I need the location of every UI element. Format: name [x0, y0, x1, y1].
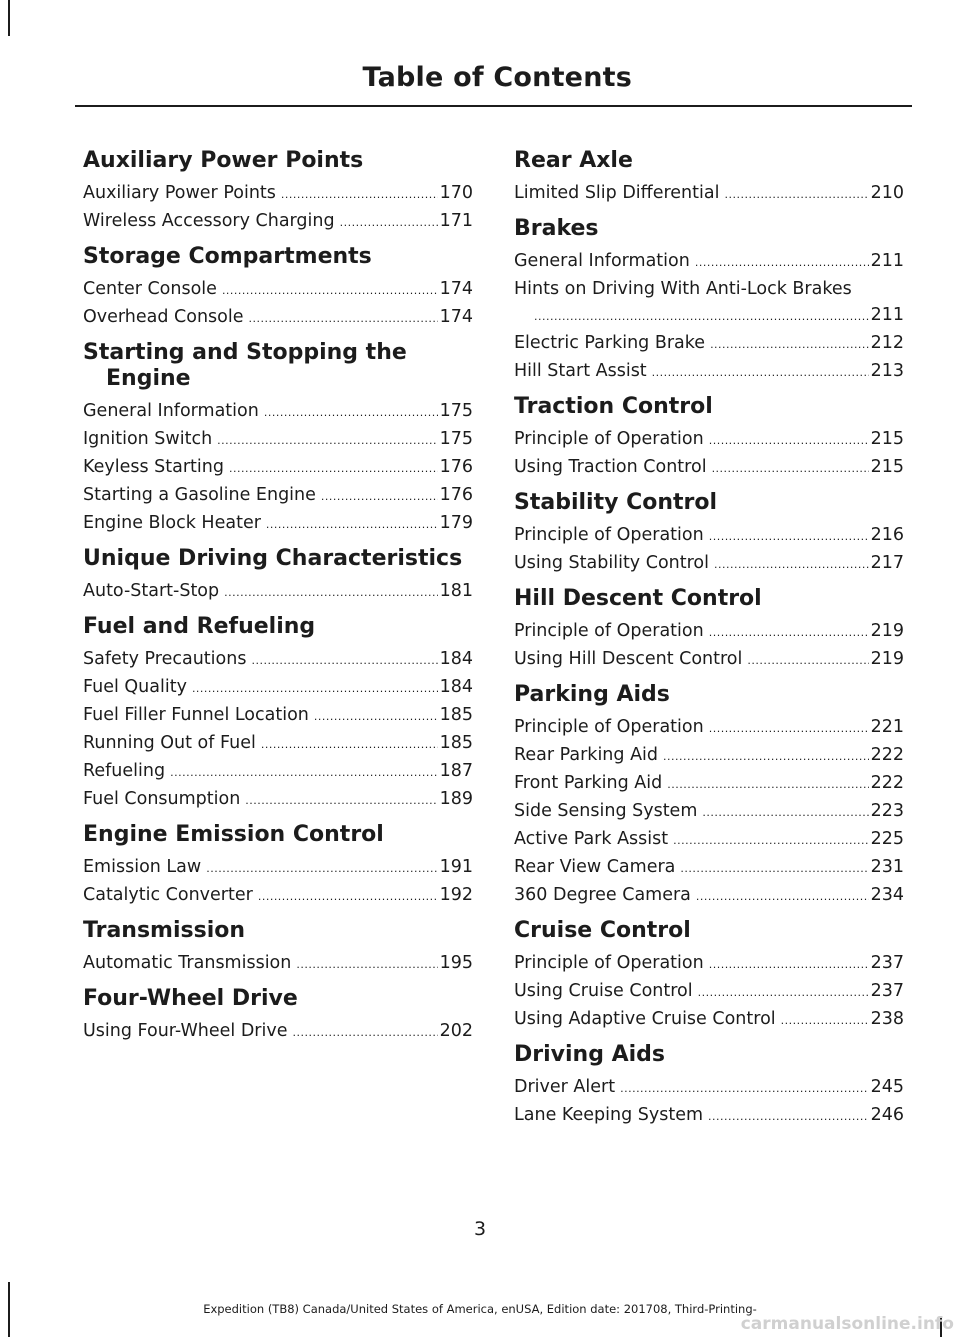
dot-leader	[663, 744, 869, 770]
toc-entry[interactable]	[514, 826, 904, 854]
dot-leader	[714, 552, 869, 578]
toc-entry[interactable]	[83, 276, 473, 304]
header-rule	[75, 105, 912, 107]
entry-page: 219	[870, 649, 904, 669]
entry-page: 222	[870, 773, 904, 793]
entry-page: 192	[439, 885, 473, 905]
entry-title: Lane Keeping System	[514, 1105, 704, 1125]
page-number: 3	[473, 1218, 487, 1240]
entry-page: 187	[439, 761, 473, 781]
entry-page: 246	[870, 1105, 904, 1125]
entry-title: 360 Degree Camera	[514, 885, 691, 905]
entry-title: Principle of Operation	[514, 953, 704, 973]
dot-leader	[224, 580, 437, 606]
entry-title: Hill Start Assist	[514, 361, 647, 381]
toc-entry[interactable]	[83, 674, 473, 702]
dot-leader	[266, 512, 438, 538]
section-title: Four-Wheel Drive	[83, 986, 298, 1011]
entry-page: 184	[439, 677, 473, 697]
dot-leader	[652, 360, 869, 386]
toc-entry[interactable]	[514, 950, 904, 978]
entry-title: Principle of Operation	[514, 525, 704, 545]
toc-section	[514, 918, 904, 1034]
watermark-logo: carmanualsonline.info	[740, 1314, 954, 1334]
dot-leader	[261, 732, 438, 758]
toc-entry[interactable]	[83, 882, 473, 910]
toc-entry[interactable]	[83, 398, 473, 426]
entry-title: Rear View Camera	[514, 857, 676, 877]
toc-entry[interactable]	[514, 882, 904, 910]
entry-title: Starting a Gasoline Engine	[83, 485, 316, 505]
toc-section	[514, 394, 904, 482]
entry-page: 170	[439, 183, 473, 203]
dot-leader	[249, 306, 438, 332]
dot-leader	[192, 676, 438, 702]
toc-entry[interactable]	[83, 304, 473, 332]
entry-title: Refueling	[83, 761, 166, 781]
toc-entry[interactable]	[83, 950, 473, 978]
crop-mark-top-left	[8, 0, 10, 36]
entry-title: Keyless Starting	[83, 457, 224, 477]
toc-section	[83, 918, 473, 978]
entry-title: Automatic Transmission	[83, 953, 292, 973]
toc-section	[514, 586, 904, 674]
toc-entry[interactable]	[514, 1006, 904, 1034]
toc-entry[interactable]	[83, 854, 473, 882]
toc-entry[interactable]	[83, 510, 473, 538]
entry-page: 219	[870, 621, 904, 641]
toc-entry[interactable]	[514, 1102, 904, 1130]
entry-title: Using Four-Wheel Drive	[83, 1021, 288, 1041]
entry-page: 225	[870, 829, 904, 849]
entry-title: Auto-Start-Stop	[83, 581, 220, 601]
section-title: Storage Compartments	[83, 244, 372, 269]
dot-leader	[702, 800, 868, 826]
entry-title: Engine Block Heater	[83, 513, 261, 533]
dot-leader	[709, 620, 869, 646]
entry-title: Auxiliary Power Points	[83, 183, 276, 203]
entry-page: 215	[870, 457, 904, 477]
entry-page: 176	[439, 485, 473, 505]
toc-entry[interactable]	[514, 180, 904, 208]
entry-title: Fuel Quality	[83, 677, 187, 697]
entry-page: 179	[439, 513, 473, 533]
toc-section	[514, 216, 904, 386]
section-title: Starting and Stopping the Engine	[83, 340, 407, 391]
entry-title: Using Stability Control	[514, 553, 709, 573]
section-title: Auxiliary Power Points	[83, 148, 364, 173]
toc-entry[interactable]	[514, 276, 904, 330]
section-title: Traction Control	[514, 394, 713, 419]
entry-title: Hints on Driving With Anti-Lock Brakes	[514, 279, 852, 299]
entry-page: 184	[439, 649, 473, 669]
entry-page: 211	[870, 251, 904, 271]
toc-entry[interactable]	[83, 208, 473, 236]
dot-leader	[534, 304, 869, 330]
dot-leader	[709, 428, 869, 454]
toc-entry[interactable]	[83, 482, 473, 510]
dot-leader	[245, 788, 437, 814]
toc-entry[interactable]	[514, 978, 904, 1006]
entry-title: Driver Alert	[514, 1077, 616, 1097]
entry-page: 213	[870, 361, 904, 381]
dot-leader	[206, 856, 437, 882]
entry-page: 212	[870, 333, 904, 353]
entry-page: 238	[870, 1009, 904, 1029]
toc-entry[interactable]	[83, 646, 473, 674]
entry-title: Using Hill Descent Control	[514, 649, 743, 669]
dot-leader	[708, 1104, 869, 1130]
dot-leader	[698, 980, 869, 1006]
dot-leader	[229, 456, 438, 482]
toc-entry[interactable]	[514, 770, 904, 798]
dot-leader	[695, 250, 869, 276]
toc-entry[interactable]	[514, 248, 904, 276]
dot-leader	[264, 400, 438, 426]
section-title: Brakes	[514, 216, 599, 241]
toc-entry[interactable]	[83, 454, 473, 482]
entry-page: 176	[439, 457, 473, 477]
entry-title: General Information	[83, 401, 259, 421]
section-title: Cruise Control	[514, 918, 691, 943]
toc-entry[interactable]	[83, 1018, 473, 1046]
entry-title: Active Park Assist	[514, 829, 669, 849]
toc-entry[interactable]	[514, 742, 904, 770]
entry-page: 245	[870, 1077, 904, 1097]
toc-entry[interactable]	[83, 578, 473, 606]
toc-section	[83, 244, 473, 332]
toc-right-column	[514, 148, 904, 1138]
dot-leader	[281, 182, 438, 208]
entry-title: Principle of Operation	[514, 621, 704, 641]
entry-title: Wireless Accessory Charging	[83, 211, 335, 231]
toc-section	[514, 1042, 904, 1130]
section-title: Engine Emission Control	[83, 822, 384, 847]
dot-leader	[222, 278, 438, 304]
dot-leader	[314, 704, 438, 730]
dot-leader	[170, 760, 438, 786]
section-title: Unique Driving Characteristics	[83, 546, 463, 571]
entry-page: 210	[870, 183, 904, 203]
entry-title: Running Out of Fuel	[83, 733, 256, 753]
entry-page: 237	[870, 953, 904, 973]
section-title: Parking Aids	[514, 682, 670, 707]
toc-entry[interactable]	[514, 714, 904, 742]
toc-section	[83, 148, 473, 236]
toc-entry[interactable]	[83, 426, 473, 454]
page-title: Table of Contents	[362, 62, 632, 93]
section-title: Stability Control	[514, 490, 718, 515]
dot-leader	[781, 1008, 869, 1034]
entry-page: 189	[439, 789, 473, 809]
entry-title: Using Cruise Control	[514, 981, 693, 1001]
entry-page: 221	[870, 717, 904, 737]
dot-leader	[696, 884, 869, 910]
dot-leader	[673, 828, 868, 854]
toc-entry[interactable]	[514, 646, 904, 674]
entry-page: 223	[870, 801, 904, 821]
entry-page: 202	[439, 1021, 473, 1041]
entry-page: 171	[439, 211, 473, 231]
dot-leader	[710, 332, 869, 358]
dot-leader	[292, 1020, 437, 1046]
toc-entry[interactable]	[83, 786, 473, 814]
dot-leader	[667, 772, 868, 798]
toc-entry[interactable]	[514, 522, 904, 550]
dot-leader	[709, 952, 869, 978]
dot-leader	[296, 952, 437, 978]
entry-page: 222	[870, 745, 904, 765]
entry-title: Emission Law	[83, 857, 202, 877]
dot-leader	[340, 210, 438, 236]
entry-leader-line	[514, 302, 904, 330]
entry-page: 175	[439, 401, 473, 421]
entry-title: General Information	[514, 251, 690, 271]
section-title: Hill Descent Control	[514, 586, 762, 611]
dot-leader	[712, 456, 869, 482]
entry-page: 191	[439, 857, 473, 877]
entry-title: Safety Precautions	[83, 649, 247, 669]
entry-page: 217	[870, 553, 904, 573]
entry-page: 231	[870, 857, 904, 877]
dot-leader	[724, 182, 868, 208]
toc-entry[interactable]	[83, 730, 473, 758]
footer-edition-text: Expedition (TB8) Canada/United States of America, enUSA, Edition date: 201708, Third-Printing-	[203, 1302, 757, 1316]
toc-entry[interactable]	[514, 854, 904, 882]
dot-leader	[258, 884, 438, 910]
entry-title: Catalytic Converter	[83, 885, 253, 905]
entry-title: Principle of Operation	[514, 717, 704, 737]
toc-section	[514, 682, 904, 910]
toc-entry[interactable]	[83, 180, 473, 208]
toc-left-column	[83, 148, 473, 1054]
entry-page: 174	[439, 279, 473, 299]
toc-entry[interactable]	[514, 454, 904, 482]
entry-title: Side Sensing System	[514, 801, 698, 821]
toc-section	[514, 148, 904, 208]
section-title: Transmission	[83, 918, 246, 943]
toc-entry[interactable]	[514, 618, 904, 646]
toc-section	[83, 340, 473, 538]
toc-entry[interactable]	[514, 550, 904, 578]
entry-page: 185	[439, 705, 473, 725]
toc-section	[83, 614, 473, 814]
toc-entry[interactable]	[514, 358, 904, 386]
toc-entry[interactable]	[83, 702, 473, 730]
toc-section	[514, 490, 904, 578]
entry-title: Overhead Console	[83, 307, 244, 327]
entry-title: Center Console	[83, 279, 217, 299]
entry-page: 215	[870, 429, 904, 449]
section-title: Driving Aids	[514, 1042, 666, 1067]
entry-title: Limited Slip Differential	[514, 183, 720, 203]
entry-title: Rear Parking Aid	[514, 745, 659, 765]
entry-page: 185	[439, 733, 473, 753]
entry-title: Ignition Switch	[83, 429, 213, 449]
dot-leader	[251, 648, 437, 674]
entry-page: 234	[870, 885, 904, 905]
entry-title: Electric Parking Brake	[514, 333, 706, 353]
entry-title: Principle of Operation	[514, 429, 704, 449]
entry-page: 174	[439, 307, 473, 327]
entry-title: Using Adaptive Cruise Control	[514, 1009, 776, 1029]
toc-section	[83, 822, 473, 910]
entry-page: 181	[439, 581, 473, 601]
toc-entry[interactable]	[514, 1074, 904, 1102]
entry-page: 237	[870, 981, 904, 1001]
section-title: Rear Axle	[514, 148, 633, 173]
entry-title: Using Traction Control	[514, 457, 707, 477]
toc-entry[interactable]	[83, 758, 473, 786]
dot-leader	[680, 856, 868, 882]
dot-leader	[709, 524, 869, 550]
toc-section	[83, 546, 473, 606]
entry-title: Front Parking Aid	[514, 773, 663, 793]
toc-entry[interactable]	[514, 426, 904, 454]
entry-page: 211	[870, 305, 904, 325]
toc-entry[interactable]	[514, 798, 904, 826]
toc-entry[interactable]	[514, 330, 904, 358]
section-title: Fuel and Refueling	[83, 614, 316, 639]
entry-title: Fuel Consumption	[83, 789, 241, 809]
entry-page: 216	[870, 525, 904, 545]
entry-page: 195	[439, 953, 473, 973]
dot-leader	[321, 484, 438, 510]
dot-leader	[709, 716, 869, 742]
dot-leader	[620, 1076, 869, 1102]
entry-title: Fuel Filler Funnel Location	[83, 705, 309, 725]
toc-section	[83, 986, 473, 1046]
entry-page: 175	[439, 429, 473, 449]
dot-leader	[747, 648, 868, 674]
dot-leader	[217, 428, 437, 454]
